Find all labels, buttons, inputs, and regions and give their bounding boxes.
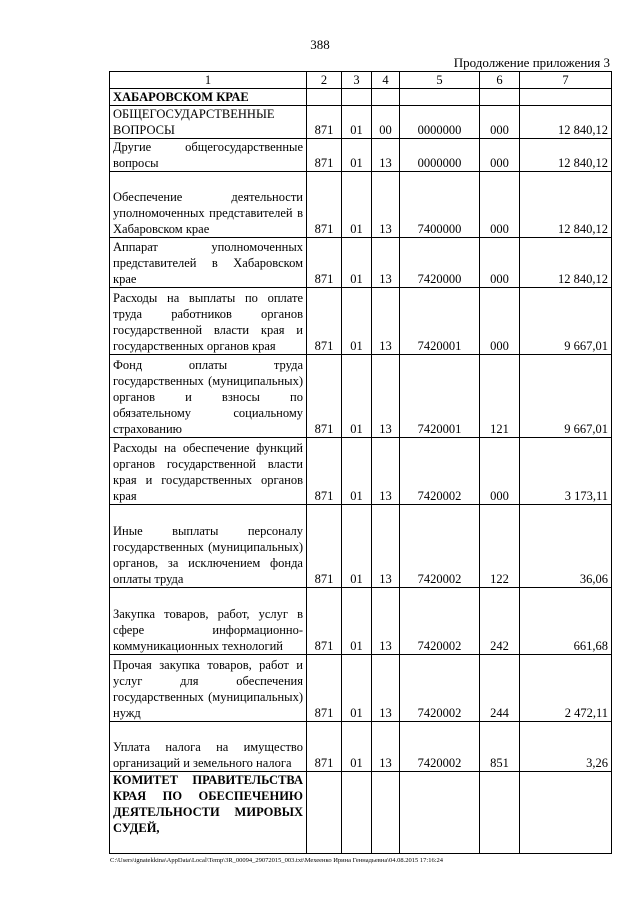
subsection-cell: 13 [372, 722, 400, 772]
target-article-cell: 7420000 [400, 238, 480, 288]
code-cell [307, 772, 342, 854]
name-cell: Прочая закупка товаров, работ и услуг для обеспечения государственных (муниципальных) нужд [110, 655, 307, 722]
expense-type-cell: 242 [480, 588, 520, 655]
subsection-cell: 13 [372, 288, 400, 355]
amount-cell: 3 173,11 [520, 438, 612, 505]
amount-cell: 2 472,11 [520, 655, 612, 722]
subsection-cell: 13 [372, 172, 400, 238]
section-cell: 01 [342, 588, 372, 655]
subsection-cell: 13 [372, 238, 400, 288]
subsection-cell: 13 [372, 139, 400, 172]
subsection-cell: 00 [372, 106, 400, 139]
section-cell: 01 [342, 655, 372, 722]
section-cell [342, 89, 372, 106]
table-row [110, 89, 612, 106]
section-cell [342, 772, 372, 854]
column-header: 4 [372, 72, 400, 89]
expense-type-cell [480, 89, 520, 106]
code-cell: 871 [307, 722, 342, 772]
expense-type-cell: 244 [480, 655, 520, 722]
column-header: 2 [307, 72, 342, 89]
code-cell: 871 [307, 172, 342, 238]
name-cell: Иные выплаты персоналу государственных (муниципальных) органов, за исключением фонда оплаты труда [110, 505, 307, 588]
name-cell: ОБЩЕГОСУДАРСТВЕННЫЕ ВОПРОСЫ [110, 106, 307, 139]
continuation-label: Продолжение приложения 3 [453, 55, 610, 70]
expense-type-cell [480, 772, 520, 854]
column-header: 3 [342, 72, 372, 89]
target-article-cell: 7400000 [400, 172, 480, 238]
code-cell: 871 [307, 505, 342, 588]
amount-cell: 661,68 [520, 588, 612, 655]
target-article-cell [400, 772, 480, 854]
amount-cell [520, 89, 612, 106]
amount-cell: 12 840,12 [520, 238, 612, 288]
table-row [110, 355, 612, 438]
table-row [110, 438, 612, 505]
column-header: 6 [480, 72, 520, 89]
subsection-cell [372, 772, 400, 854]
target-article-cell: 7420002 [400, 438, 480, 505]
table-row [110, 722, 612, 772]
amount-cell: 9 667,01 [520, 355, 612, 438]
section-cell: 01 [342, 106, 372, 139]
column-header: 7 [520, 72, 612, 89]
amount-cell: 9 667,01 [520, 288, 612, 355]
expense-type-cell: 000 [480, 238, 520, 288]
section-cell: 01 [342, 505, 372, 588]
name-cell: Фонд оплаты труда государственных (муниципальных) органов и взносы по обязательному социальному страхованию [110, 355, 307, 438]
expense-type-cell: 000 [480, 172, 520, 238]
code-cell: 871 [307, 106, 342, 139]
amount-cell: 12 840,12 [520, 172, 612, 238]
code-cell [307, 89, 342, 106]
target-article-cell: 7420002 [400, 655, 480, 722]
target-article-cell: 7420002 [400, 722, 480, 772]
code-cell: 871 [307, 355, 342, 438]
table-row [110, 172, 612, 238]
name-cell: Уплата налога на имущество организаций и земельного налога [110, 722, 307, 772]
target-article-cell: 7420001 [400, 288, 480, 355]
expense-type-cell: 122 [480, 505, 520, 588]
table-row [110, 288, 612, 355]
column-header: 1 [110, 72, 307, 89]
name-cell: Закупка товаров, работ, услуг в сфере информационно-коммуникационных технологий [110, 588, 307, 655]
name-cell: Другие общегосударственные вопросы [110, 139, 307, 172]
file-path-footer: C:\Users\ignatekkina\AppData\Local\Temp\3R_00094_29072015_003.txt\Мехеенко Ирина Геннадьевна\04.08.2015 17:16:24 [110, 857, 444, 864]
expense-type-cell: 851 [480, 722, 520, 772]
subsection-cell: 13 [372, 505, 400, 588]
subsection-cell [372, 89, 400, 106]
code-cell: 871 [307, 438, 342, 505]
table-row [110, 655, 612, 722]
amount-cell [520, 772, 612, 854]
table-header-row [110, 72, 612, 89]
section-cell: 01 [342, 438, 372, 505]
target-article-cell: 7420001 [400, 355, 480, 438]
column-header: 5 [400, 72, 480, 89]
budget-table [109, 71, 612, 854]
target-article-cell [400, 89, 480, 106]
code-cell: 871 [307, 238, 342, 288]
name-cell: Расходы на обеспечение функций органов государственной власти края и государственных органов края [110, 438, 307, 505]
section-cell: 01 [342, 238, 372, 288]
table-row [110, 106, 612, 139]
expense-type-cell: 000 [480, 106, 520, 139]
amount-cell: 12 840,12 [520, 106, 612, 139]
section-cell: 01 [342, 355, 372, 438]
table-row [110, 505, 612, 588]
table-row [110, 588, 612, 655]
expense-type-cell: 000 [480, 139, 520, 172]
code-cell: 871 [307, 139, 342, 172]
section-cell: 01 [342, 288, 372, 355]
table-row [110, 772, 612, 854]
name-cell: Аппарат уполномоченных представителей в Хабаровском крае [110, 238, 307, 288]
section-cell: 01 [342, 139, 372, 172]
section-cell: 01 [342, 172, 372, 238]
subsection-cell: 13 [372, 438, 400, 505]
expense-type-cell: 000 [480, 438, 520, 505]
subsection-cell: 13 [372, 655, 400, 722]
code-cell: 871 [307, 288, 342, 355]
amount-cell: 36,06 [520, 505, 612, 588]
table-row [110, 139, 612, 172]
name-cell: Обеспечение деятельности уполномоченных представителей в Хабаровском крае [110, 172, 307, 238]
amount-cell: 12 840,12 [520, 139, 612, 172]
target-article-cell: 0000000 [400, 139, 480, 172]
code-cell: 871 [307, 588, 342, 655]
subsection-cell: 13 [372, 355, 400, 438]
expense-type-cell: 121 [480, 355, 520, 438]
target-article-cell: 7420002 [400, 505, 480, 588]
target-article-cell: 0000000 [400, 106, 480, 139]
section-cell: 01 [342, 722, 372, 772]
amount-cell: 3,26 [520, 722, 612, 772]
name-cell: КОМИТЕТ ПРАВИТЕЛЬСТВА КРАЯ ПО ОБЕСПЕЧЕНИЮ ДЕЯТЕЛЬНОСТИ МИРОВЫХ СУДЕЙ, [110, 772, 307, 854]
subsection-cell: 13 [372, 588, 400, 655]
expense-type-cell: 000 [480, 288, 520, 355]
name-cell: ХАБАРОВСКОМ КРАЕ [110, 89, 307, 106]
table-row [110, 238, 612, 288]
code-cell: 871 [307, 655, 342, 722]
target-article-cell: 7420002 [400, 588, 480, 655]
name-cell: Расходы на выплаты по оплате труда работников органов государственной власти края и государственных органов края [110, 288, 307, 355]
page-number: 388 [310, 37, 330, 52]
